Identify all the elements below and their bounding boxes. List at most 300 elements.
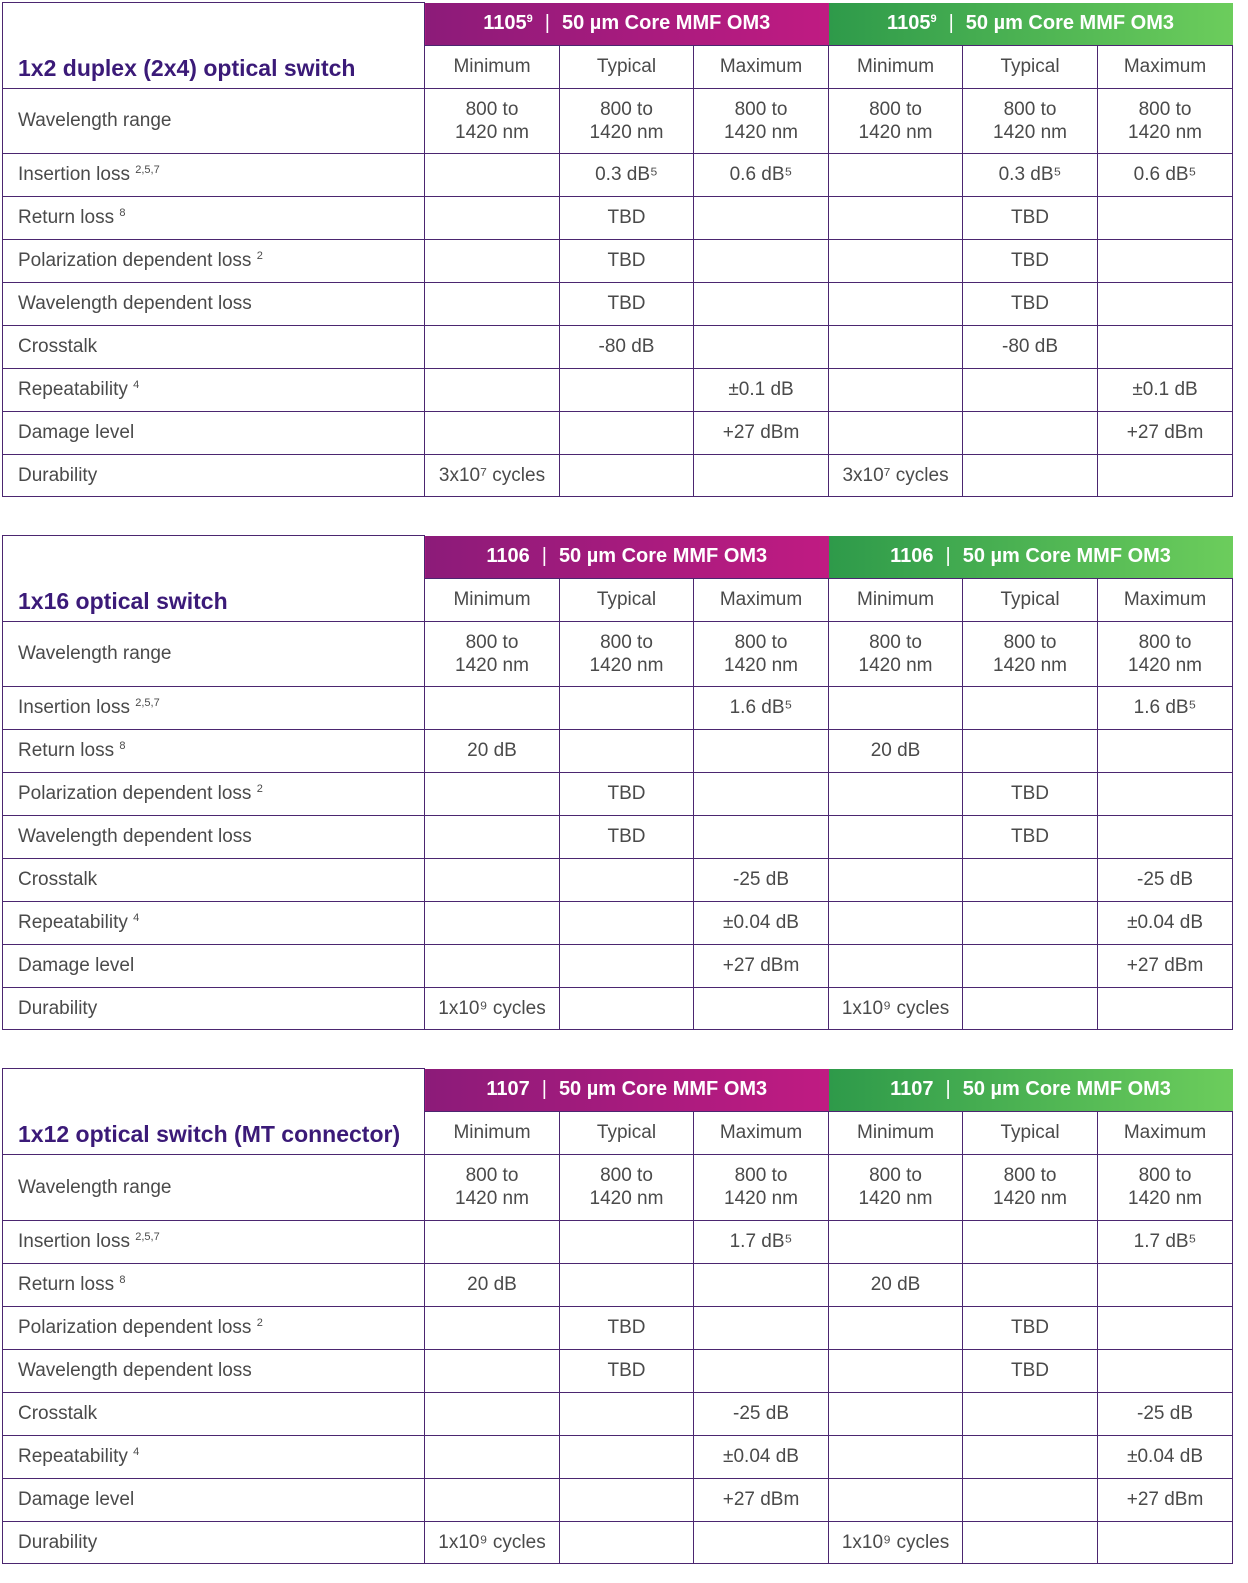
value-cell — [1098, 325, 1233, 368]
column-header: Maximum — [1098, 578, 1233, 621]
row-label — [3, 1306, 425, 1349]
value-cell: +27 dBm — [1098, 1478, 1233, 1521]
value-cell: TBD — [963, 196, 1098, 239]
value-cell — [829, 772, 963, 815]
row-label — [3, 729, 425, 772]
value-cell: 800 to 1420 nm — [425, 88, 560, 153]
value-cell — [694, 196, 829, 239]
column-header: Maximum — [694, 1111, 829, 1154]
model-number: 1107 — [486, 1078, 530, 1100]
value-cell: 3x10⁷ cycles — [425, 454, 560, 496]
value-cell: 800 to 1420 nm — [425, 1154, 560, 1220]
table-row — [3, 858, 1233, 901]
value-cell: TBD — [963, 239, 1098, 282]
row-label-text: Damage level — [18, 1489, 135, 1510]
value-cell — [829, 686, 963, 729]
model-number: 1106 — [486, 545, 530, 567]
footnote-ref: 9 — [930, 13, 937, 25]
value-cell — [963, 411, 1098, 454]
value-cell — [425, 1306, 560, 1349]
table-row — [3, 153, 1233, 196]
table-row — [3, 282, 1233, 325]
value-cell: 800 to 1420 nm — [694, 621, 829, 686]
row-label — [3, 1263, 425, 1306]
value-cell: 800 to 1420 nm — [694, 1154, 829, 1220]
value-cell — [829, 282, 963, 325]
value-cell: 1x10⁹ cycles — [425, 1521, 560, 1563]
value-cell — [425, 1349, 560, 1392]
table-row — [3, 1392, 1233, 1435]
row-label-text: Durability — [18, 1531, 98, 1553]
value-cell — [963, 686, 1098, 729]
footnote-ref: 2 — [256, 250, 263, 262]
value-cell: 800 to 1420 nm — [829, 88, 963, 153]
value-cell: 20 dB — [829, 1263, 963, 1306]
footnote-ref: 2 — [256, 1317, 263, 1329]
model-group-header — [829, 536, 1233, 579]
value-cell — [1098, 1521, 1233, 1563]
value-cell — [694, 729, 829, 772]
footnote-ref: 8 — [119, 740, 126, 752]
value-cell — [425, 368, 560, 411]
value-cell: 800 to 1420 nm — [560, 88, 694, 153]
value-cell — [694, 815, 829, 858]
value-cell: 800 to 1420 nm — [560, 1154, 694, 1220]
value-cell: TBD — [560, 1306, 694, 1349]
row-label — [3, 858, 425, 901]
value-cell: 0.3 dB⁵ — [560, 153, 694, 196]
value-cell: 1x10⁹ cycles — [425, 987, 560, 1029]
value-cell — [829, 944, 963, 987]
model-number: 1105 — [483, 12, 527, 34]
value-cell — [694, 772, 829, 815]
value-cell — [694, 325, 829, 368]
row-label — [3, 282, 425, 325]
model-number: 1105 — [887, 12, 931, 34]
footnote-ref: 4 — [133, 1446, 140, 1458]
model-group-header — [829, 1069, 1233, 1112]
value-cell — [1098, 1349, 1233, 1392]
value-cell: TBD — [963, 1306, 1098, 1349]
value-cell: 0.6 dB⁵ — [1098, 153, 1233, 196]
model-number: 1107 — [890, 1078, 934, 1100]
value-cell — [694, 1263, 829, 1306]
table-row — [3, 196, 1233, 239]
value-cell — [829, 239, 963, 282]
value-cell — [1098, 815, 1233, 858]
row-label-text: Insertion loss — [18, 164, 130, 185]
value-cell — [963, 858, 1098, 901]
footnote-ref: 4 — [133, 379, 140, 391]
column-header: Minimum — [425, 45, 560, 88]
value-cell — [829, 901, 963, 944]
value-cell: 800 to 1420 nm — [1098, 88, 1233, 153]
value-cell — [963, 729, 1098, 772]
row-label — [3, 196, 425, 239]
column-header: Maximum — [694, 45, 829, 88]
group-header-row — [3, 536, 1233, 579]
value-cell — [963, 944, 1098, 987]
value-cell — [694, 239, 829, 282]
value-cell: 800 to 1420 nm — [829, 1154, 963, 1220]
value-cell — [963, 901, 1098, 944]
separator: | — [541, 545, 547, 567]
column-header: Maximum — [1098, 1111, 1233, 1154]
column-header: Typical — [560, 1111, 694, 1154]
footnote-ref: 2,5,7 — [135, 164, 160, 176]
value-cell — [425, 282, 560, 325]
value-cell — [1098, 1263, 1233, 1306]
row-label-text: Repeatability — [18, 379, 128, 400]
footnote-ref: 9 — [526, 13, 533, 25]
value-cell — [560, 1392, 694, 1435]
value-cell — [963, 987, 1098, 1029]
table-row — [3, 1263, 1233, 1306]
table-row — [3, 1220, 1233, 1263]
row-label — [3, 88, 425, 153]
value-cell: 3x10⁷ cycles — [829, 454, 963, 496]
column-header: Typical — [963, 578, 1098, 621]
value-cell — [1098, 282, 1233, 325]
row-label-text: Wavelength dependent loss — [18, 1360, 252, 1381]
value-cell: 20 dB — [425, 1263, 560, 1306]
row-label — [3, 901, 425, 944]
value-cell: TBD — [560, 196, 694, 239]
value-cell — [560, 944, 694, 987]
fiber-type: 50 µm Core MMF OM3 — [558, 545, 768, 567]
table-row — [3, 88, 1233, 153]
value-cell — [425, 944, 560, 987]
value-cell — [425, 153, 560, 196]
row-label-text: Crosstalk — [18, 1403, 98, 1424]
value-cell — [425, 411, 560, 454]
value-cell — [1098, 239, 1233, 282]
separator: | — [945, 1078, 951, 1100]
value-cell: TBD — [560, 1349, 694, 1392]
value-cell: TBD — [560, 815, 694, 858]
column-header: Maximum — [694, 578, 829, 621]
value-cell: -25 dB — [1098, 858, 1233, 901]
table-row — [3, 1521, 1233, 1563]
row-label — [3, 621, 425, 686]
value-cell — [560, 1263, 694, 1306]
value-cell: 800 to 1420 nm — [425, 621, 560, 686]
value-cell — [1098, 1306, 1233, 1349]
column-header: Minimum — [829, 45, 963, 88]
value-cell: 0.6 dB⁵ — [694, 153, 829, 196]
row-label-text: Durability — [18, 997, 98, 1019]
footnote-ref: 2 — [256, 783, 263, 795]
value-cell: TBD — [963, 815, 1098, 858]
value-cell — [1098, 772, 1233, 815]
row-label-text: Damage level — [18, 955, 135, 976]
value-cell — [560, 1220, 694, 1263]
value-cell — [425, 772, 560, 815]
value-cell: 800 to 1420 nm — [694, 88, 829, 153]
value-cell: TBD — [560, 239, 694, 282]
value-cell — [963, 1220, 1098, 1263]
row-label-text: Wavelength dependent loss — [18, 826, 252, 847]
value-cell: TBD — [963, 1349, 1098, 1392]
footnote-ref: 2,5,7 — [135, 697, 160, 709]
table-row — [3, 987, 1233, 1029]
value-cell — [560, 411, 694, 454]
separator: | — [541, 1078, 547, 1100]
row-label — [3, 772, 425, 815]
row-label-text: Wavelength range — [18, 643, 172, 664]
value-cell: 20 dB — [425, 729, 560, 772]
value-cell — [560, 368, 694, 411]
value-cell — [1098, 729, 1233, 772]
row-label — [3, 1521, 425, 1563]
row-label — [3, 686, 425, 729]
table-row — [3, 1349, 1233, 1392]
value-cell: -25 dB — [694, 1392, 829, 1435]
column-header: Minimum — [829, 1111, 963, 1154]
value-cell: ±0.04 dB — [694, 901, 829, 944]
value-cell: ±0.1 dB — [694, 368, 829, 411]
row-label — [3, 987, 425, 1029]
value-cell — [829, 411, 963, 454]
value-cell: ±0.04 dB — [1098, 1435, 1233, 1478]
value-cell — [560, 1478, 694, 1521]
row-label-text: Polarization dependent loss — [18, 250, 252, 271]
value-cell: TBD — [963, 772, 1098, 815]
fiber-type: 50 µm Core MMF OM3 — [962, 545, 1171, 567]
footnote-ref: 8 — [119, 1274, 126, 1286]
value-cell — [829, 1306, 963, 1349]
value-cell — [829, 1220, 963, 1263]
value-cell — [425, 196, 560, 239]
value-cell: 1x10⁹ cycles — [829, 1521, 963, 1563]
value-cell: +27 dBm — [694, 1478, 829, 1521]
value-cell — [694, 987, 829, 1029]
footnote-ref: 4 — [133, 912, 140, 924]
value-cell — [1098, 987, 1233, 1029]
value-cell: ±0.04 dB — [1098, 901, 1233, 944]
row-label — [3, 1435, 425, 1478]
value-cell — [829, 1435, 963, 1478]
value-cell — [963, 368, 1098, 411]
value-cell — [425, 1220, 560, 1263]
value-cell: 1.6 dB⁵ — [1098, 686, 1233, 729]
row-label-text: Crosstalk — [18, 869, 98, 890]
row-label — [3, 1154, 425, 1220]
value-cell — [560, 686, 694, 729]
table-row — [3, 1478, 1233, 1521]
row-label-text: Return loss — [18, 740, 115, 761]
value-cell — [425, 858, 560, 901]
table-row — [3, 901, 1233, 944]
fiber-type: 50 µm Core MMF OM3 — [962, 1078, 1171, 1100]
model-group-header — [425, 1069, 829, 1112]
value-cell — [829, 153, 963, 196]
value-cell: -25 dB — [1098, 1392, 1233, 1435]
value-cell: 800 to 1420 nm — [560, 621, 694, 686]
value-cell: +27 dBm — [694, 944, 829, 987]
separator: | — [948, 12, 954, 34]
value-cell: 800 to 1420 nm — [829, 621, 963, 686]
value-cell — [829, 1392, 963, 1435]
row-label-text: Insertion loss — [18, 697, 130, 718]
value-cell: +27 dBm — [1098, 944, 1233, 987]
column-header: Typical — [560, 578, 694, 621]
row-label-text: Repeatability — [18, 912, 128, 933]
value-cell — [694, 1521, 829, 1563]
fiber-type: 50 µm Core MMF OM3 — [558, 1078, 768, 1100]
value-cell — [963, 1521, 1098, 1563]
row-label — [3, 1349, 425, 1392]
value-cell — [963, 454, 1098, 496]
row-label-text: Polarization dependent loss — [18, 783, 252, 804]
row-label-text: Durability — [18, 464, 98, 486]
value-cell: 20 dB — [829, 729, 963, 772]
row-label-text: Wavelength range — [18, 110, 172, 131]
row-label — [3, 815, 425, 858]
column-header: Minimum — [425, 1111, 560, 1154]
value-cell — [829, 1478, 963, 1521]
row-label — [3, 411, 425, 454]
value-cell: 0.3 dB⁵ — [963, 153, 1098, 196]
value-cell — [425, 1478, 560, 1521]
value-cell — [694, 1306, 829, 1349]
row-label — [3, 1220, 425, 1263]
value-cell — [829, 196, 963, 239]
value-cell — [694, 282, 829, 325]
value-cell: TBD — [963, 282, 1098, 325]
spec-table — [2, 535, 1233, 1030]
value-cell — [829, 368, 963, 411]
value-cell — [425, 239, 560, 282]
value-cell — [1098, 196, 1233, 239]
row-label — [3, 454, 425, 496]
value-cell — [829, 1349, 963, 1392]
table-row — [3, 772, 1233, 815]
value-cell: 1.7 dB⁵ — [694, 1220, 829, 1263]
row-label — [3, 153, 425, 196]
value-cell: -80 dB — [963, 325, 1098, 368]
value-cell — [694, 454, 829, 496]
table-row — [3, 454, 1233, 496]
row-label-text: Damage level — [18, 422, 135, 443]
row-label — [3, 239, 425, 282]
row-label — [3, 325, 425, 368]
value-cell: -80 dB — [560, 325, 694, 368]
table-title: 1x2 duplex (2x4) optical switch — [3, 3, 425, 89]
table-row — [3, 1306, 1233, 1349]
column-header: Maximum — [1098, 45, 1233, 88]
value-cell: 800 to 1420 nm — [963, 621, 1098, 686]
table-title: 1x12 optical switch (MT connector) — [3, 1069, 425, 1155]
table-row — [3, 411, 1233, 454]
separator: | — [544, 12, 550, 34]
row-label-text: Return loss — [18, 1274, 115, 1295]
value-cell — [560, 987, 694, 1029]
value-cell — [560, 454, 694, 496]
row-label-text: Return loss — [18, 207, 115, 228]
row-label-text: Wavelength range — [18, 1176, 172, 1198]
value-cell: 1.7 dB⁵ — [1098, 1220, 1233, 1263]
value-cell — [963, 1435, 1098, 1478]
value-cell — [425, 325, 560, 368]
value-cell — [560, 1435, 694, 1478]
model-group-header — [829, 3, 1233, 46]
row-label-text: Polarization dependent loss — [18, 1317, 252, 1338]
spec-table — [2, 1068, 1233, 1564]
group-header-row — [3, 3, 1233, 46]
value-cell — [560, 729, 694, 772]
column-header: Typical — [963, 45, 1098, 88]
row-label — [3, 1392, 425, 1435]
separator: | — [945, 545, 951, 567]
value-cell — [829, 815, 963, 858]
column-header: Typical — [963, 1111, 1098, 1154]
value-cell — [963, 1392, 1098, 1435]
model-number: 1106 — [890, 545, 934, 567]
value-cell — [560, 858, 694, 901]
table-row — [3, 944, 1233, 987]
row-label-text: Wavelength dependent loss — [18, 293, 252, 314]
value-cell — [694, 1349, 829, 1392]
group-header-row — [3, 1069, 1233, 1112]
value-cell: 1x10⁹ cycles — [829, 987, 963, 1029]
value-cell: +27 dBm — [694, 411, 829, 454]
value-cell: TBD — [560, 772, 694, 815]
spec-table — [2, 2, 1233, 497]
value-cell: ±0.1 dB — [1098, 368, 1233, 411]
fiber-type: 50 µm Core MMF OM3 — [562, 12, 771, 34]
footnote-ref: 8 — [119, 207, 126, 219]
table-row — [3, 368, 1233, 411]
value-cell — [1098, 454, 1233, 496]
table-row — [3, 1154, 1233, 1220]
table-row — [3, 325, 1233, 368]
value-cell — [560, 901, 694, 944]
row-label — [3, 944, 425, 987]
value-cell: +27 dBm — [1098, 411, 1233, 454]
value-cell — [963, 1263, 1098, 1306]
table-row — [3, 621, 1233, 686]
table-title: 1x16 optical switch — [3, 536, 425, 622]
table-row — [3, 239, 1233, 282]
fiber-type: 50 µm Core MMF OM3 — [965, 12, 1174, 34]
table-row — [3, 815, 1233, 858]
value-cell — [425, 1435, 560, 1478]
row-label-text: Crosstalk — [18, 336, 98, 357]
value-cell — [425, 1392, 560, 1435]
value-cell: 800 to 1420 nm — [963, 88, 1098, 153]
table-row — [3, 1435, 1233, 1478]
column-header: Minimum — [425, 578, 560, 621]
value-cell: -25 dB — [694, 858, 829, 901]
value-cell — [425, 686, 560, 729]
value-cell — [425, 815, 560, 858]
model-group-header — [425, 536, 829, 579]
value-cell — [425, 901, 560, 944]
row-label-text: Insertion loss — [18, 1231, 130, 1252]
column-header: Typical — [560, 45, 694, 88]
value-cell: ±0.04 dB — [694, 1435, 829, 1478]
value-cell: 800 to 1420 nm — [1098, 621, 1233, 686]
value-cell — [560, 1521, 694, 1563]
column-header: Minimum — [829, 578, 963, 621]
model-group-header — [425, 3, 829, 46]
value-cell: 1.6 dB⁵ — [694, 686, 829, 729]
table-row — [3, 686, 1233, 729]
value-cell — [829, 858, 963, 901]
value-cell — [829, 325, 963, 368]
row-label — [3, 1478, 425, 1521]
